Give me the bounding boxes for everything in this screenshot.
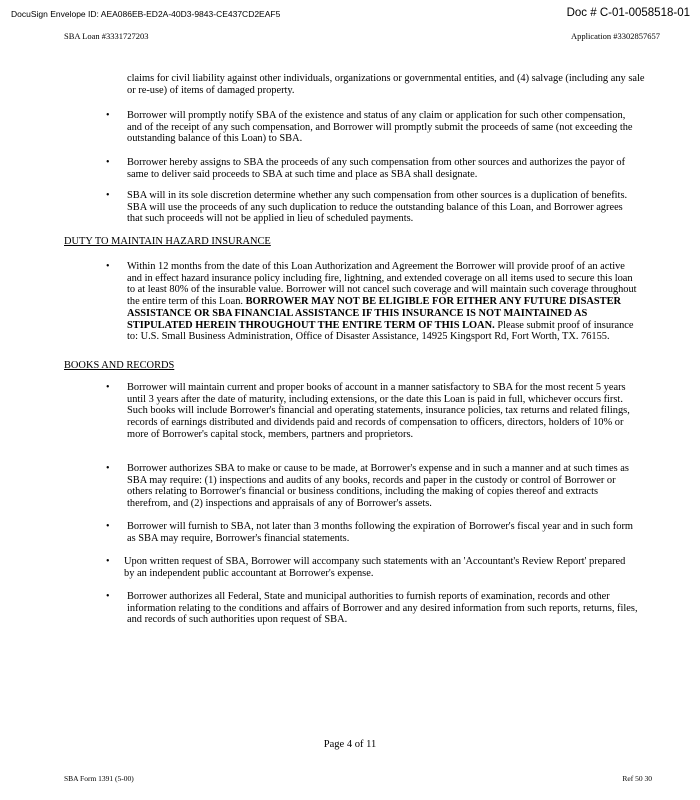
section-heading-books-records: BOOKS AND RECORDS xyxy=(64,360,175,371)
list-item: Borrower will promptly notify SBA of the existence and status of any claim or application for such other compensation, and of the receipt of any such compensation, and Borrower will promptly submit the proceeds of same (not exceeding the outstanding balance of this Loan) to SBA. xyxy=(127,110,633,145)
continuation-paragraph: claims for civil liability against other individuals, organizations or governmental entities, and (4) salvage (including any sale or re-use) of items of damaged property. xyxy=(127,73,645,96)
reference-number: Ref 50 30 xyxy=(622,774,652,783)
list-item: Borrower authorizes all Federal, State and municipal authorities to furnish reports of examination, records and other information relating to the conditions and affairs of Borrower and any desired information from such reports, returns, files, and records of such authorities upon request of SBA. xyxy=(127,591,638,626)
doc-number: Doc # C-01-0058518-01 xyxy=(566,7,690,19)
list-item: Borrower will furnish to SBA, not later than 3 months following the expiration of Borrower's fiscal year and in such form as SBA may require, Borrower's financial statements. xyxy=(127,521,634,544)
bullet-glyph: • xyxy=(106,382,110,393)
list-item: Borrower will maintain current and proper books of account in a manner satisfactory to SBA for the most recent 5 years until 3 years after the date of maturity, including extensions, or the date this Loan is paid in full, whichever occurs first. Such books will include Borrower's financial and operating statements, insurance policies, tax returns and related filings, records of earnings distributed and dividends paid and records of compensation to officers, directors, holders of 10% or more of Borrower's capital stock, members, partners and proprietors. xyxy=(127,382,630,440)
form-number: SBA Form 1391 (5-00) xyxy=(64,774,134,783)
hazard-text-1: Within 12 months from the date of this Loan Authorization and Agreement the Borrower will provide proof of an active and in effect hazard insurance policy including fire, lightning, and extended coverage on all items used to secure this loan to at least 80% of the insurable value. Borrower will not cancel such coverage and will maintain such coverage throughout the entire term of this Loan. xyxy=(127,261,637,308)
envelope-id: DocuSign Envelope ID: AEA086EB-ED2A-40D3-9843-CE437CD2EAF5 xyxy=(11,9,281,19)
bullet-glyph: • xyxy=(106,157,110,168)
bullet-glyph: • xyxy=(106,463,110,474)
section-heading-hazard-insurance: DUTY TO MAINTAIN HAZARD INSURANCE xyxy=(64,236,271,247)
docusign-header-bar xyxy=(0,0,700,24)
bullet-glyph: • xyxy=(106,591,110,602)
bullet-glyph: • xyxy=(106,190,110,201)
list-item: Borrower hereby assigns to SBA the proceeds of any such compensation from other sources and authorizes the payor of same to deliver said proceeds to SBA at such time and place as SBA shall designate. xyxy=(127,157,626,180)
list-item: SBA will in its sole discretion determine whether any such compensation from other sources is a duplication of benefits. SBA will use the proceeds of any such duplication to reduce the outstanding balance of this Loan, and Borrower agrees that such proceeds will not be applied in lieu of scheduled payments. xyxy=(127,190,628,225)
bullet-glyph: • xyxy=(106,556,110,567)
hazard-insurance-paragraph xyxy=(127,261,639,343)
bullet-glyph: • xyxy=(106,521,110,532)
bullet-glyph: • xyxy=(106,110,110,121)
list-item: Borrower authorizes SBA to make or cause to be made, at Borrower's expense and in such a manner and at such times as SBA may require: (1) inspections and audits of any books, records and paper in the custody or control of Borrower or others relating to Borrower's financial or business conditions, including the making of copies thereof and extracts therefrom, and (2) inspections and appraisals of any of Borrower's assets. xyxy=(127,463,629,510)
list-item: Upon written request of SBA, Borrower will accompany such statements with an 'Accountant's Review Report' prepared by an independent public accountant at Borrower's expense. xyxy=(124,556,626,579)
hazard-text-2: Please submit proof of insurance to: U.S. Small Business Administration, Office of Disaster Assistance, 14925 Kingsport Rd, Fort Worth, TX. 76155. xyxy=(127,319,634,343)
sba-loan-number: SBA Loan #3331727203 xyxy=(64,31,149,41)
hazard-warning-bold: BORROWER MAY NOT BE ELIGIBLE FOR EITHER ANY FUTURE DISASTER ASSISTANCE OR SBA FINANCIAL ASSISTANCE IF THIS INSURANCE IS NOT MAINTAINED AS STIPULATED HEREIN THROUGHOUT THE ENTIRE TERM OF THIS LOAN. xyxy=(127,296,621,331)
bullet-glyph: • xyxy=(106,261,110,272)
page-number: Page 4 of 11 xyxy=(323,739,377,750)
application-number: Application #3302857657 xyxy=(570,31,660,41)
